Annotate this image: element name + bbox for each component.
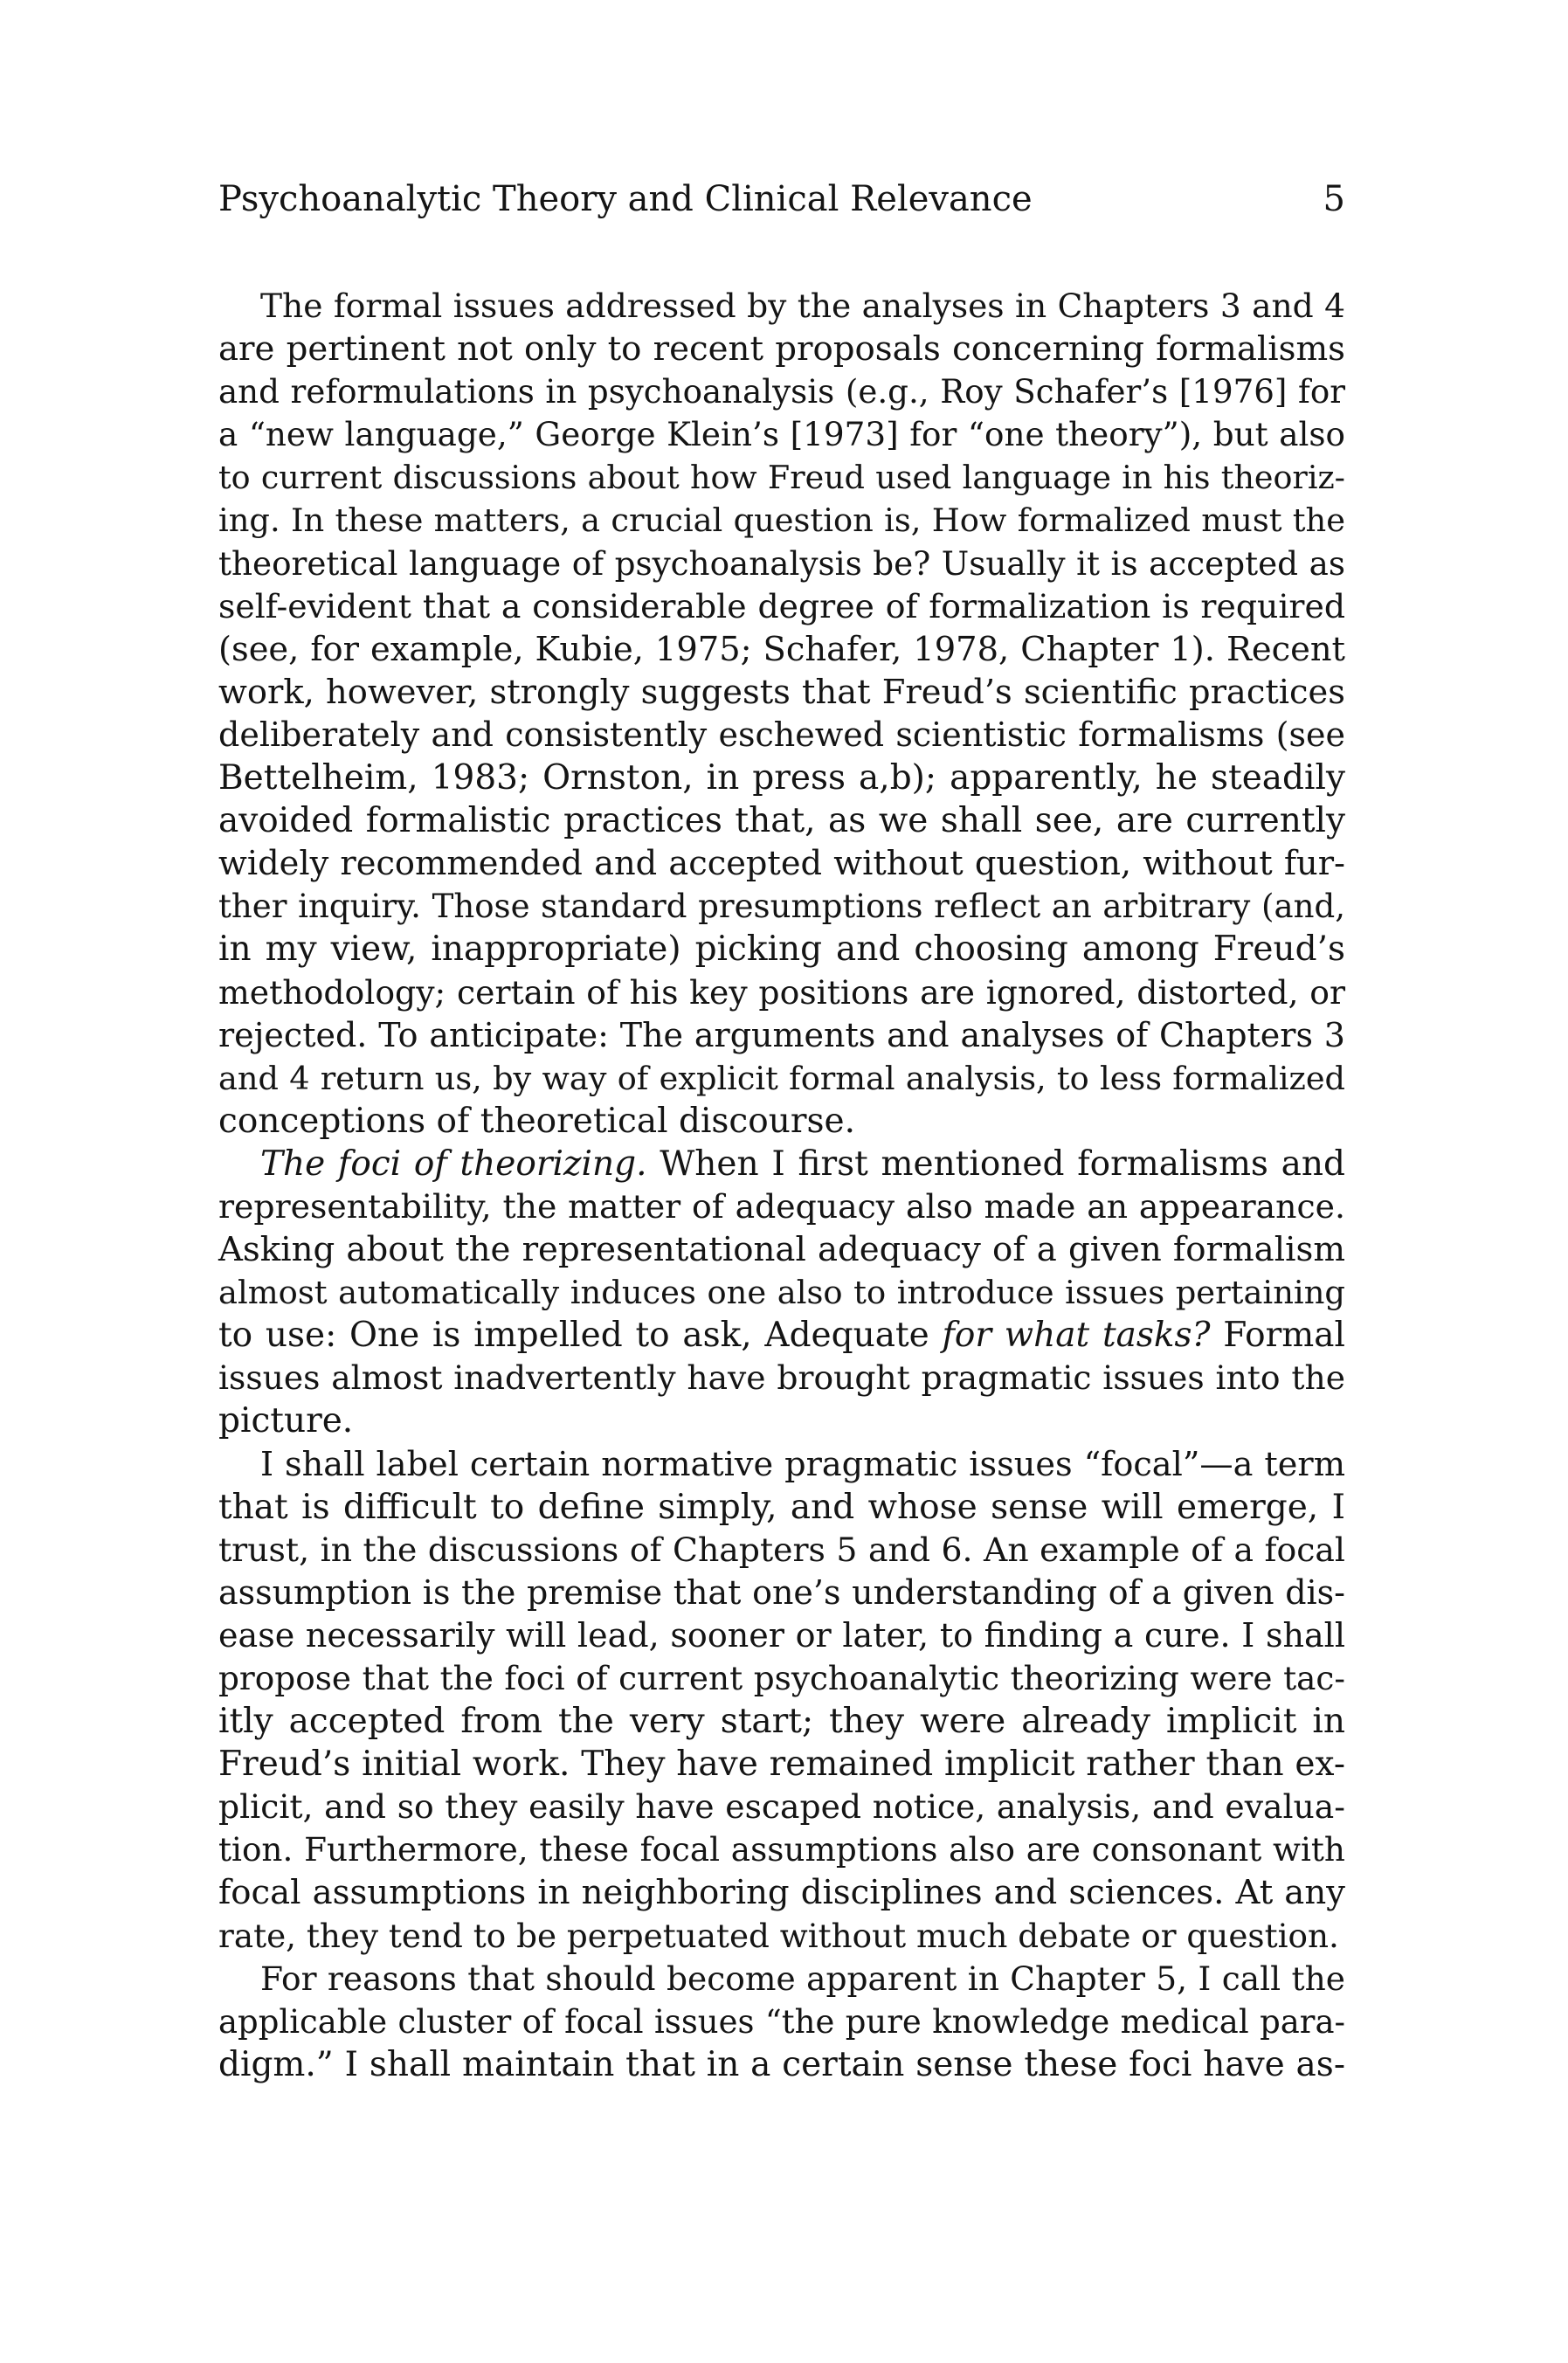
text-line: and reformulations in psychoanalysis (e.g., Roy Schafer’s [1976] for [218, 372, 1345, 411]
text-line: rate, they tend to be perpetuated without much debate or question. [218, 1916, 1339, 1955]
text-line: widely recommended and accepted without question, without fur- [218, 844, 1345, 884]
page-number: 5 [1323, 179, 1345, 219]
text-line: to current discussions about how Freud used language in his theoriz- [218, 459, 1345, 497]
text-line: assumption is the premise that one’s understanding of a given dis- [218, 1572, 1345, 1612]
text-line: self-evident that a considerable degree of formalization is required [218, 586, 1345, 625]
italic-text: for what tasks? [942, 1316, 1211, 1356]
text-line: issues almost inadvertently have brought pragmatic issues into the [218, 1358, 1345, 1398]
text-line: Freud’s initial work. They have remained implicit rather than ex- [218, 1745, 1345, 1785]
text-segment: Formal [1210, 1316, 1345, 1356]
text-line: digm.” I shall maintain that in a certain sense these foci have as- [218, 2044, 1345, 2084]
body-text [218, 285, 1345, 2086]
text-line: focal assumptions in neighboring disciplines and sciences. At any [218, 1873, 1345, 1913]
text-line: (see, for example, Kubie, 1975; Schafer, 1978, Chapter 1). Recent [218, 629, 1345, 669]
text-line: The formal issues addressed by the analyses in Chapters 3 and 4 [260, 287, 1345, 325]
text-line: work, however, strongly suggests that Freud’s scientific practices [218, 672, 1345, 712]
text-line: a “new language,” George Klein’s [1973] for “one theory”), but also [218, 415, 1345, 454]
text-line: ease necessarily will lead, sooner or later, to finding a cure. I shall [218, 1615, 1345, 1655]
italic-text: The foci of theorizing. [260, 1143, 647, 1184]
text-line: tion. Furthermore, these focal assumptions also are consonant with [218, 1830, 1345, 1869]
text-line: methodology; certain of his key positions are ignored, distorted, or [218, 972, 1345, 1012]
text-line: almost automatically induces one also to introduce issues pertaining [218, 1274, 1345, 1312]
text-line: avoided formalistic practices that, as we shall see, are currently [218, 801, 1345, 841]
text-line: theoretical language of psychoanalysis be? Usually it is accepted as [218, 543, 1345, 583]
text-line: propose that the foci of current psychoanalytic theorizing were tac- [218, 1659, 1345, 1697]
text-line [218, 1314, 1345, 1357]
text-line: conceptions of theoretical discourse. [218, 1101, 856, 1141]
text-line: representability, the matter of adequacy also made an appearance. [218, 1186, 1345, 1226]
text-line: that is difficult to define simply, and whose sense will emerge, I [218, 1487, 1345, 1527]
text-line: ing. In these matters, a crucial question is, How formalized must the [218, 501, 1345, 540]
text-line: ther inquiry. Those standard presumptions reflect an arbitrary (and, [218, 888, 1345, 926]
text-line: deliberately and consistently eschewed scientistic formalisms (see [218, 715, 1345, 754]
text-segment: to use: One is impelled to ask, Adequate [218, 1316, 943, 1356]
text-line: trust, in the discussions of Chapters 5 and 6. An example of a focal [218, 1530, 1345, 1569]
text-line: itly accepted from the very start; they were already implicit in [218, 1702, 1345, 1742]
text-line: in my view, inappropriate) picking and choosing among Freud’s [218, 929, 1345, 970]
text-line [218, 1143, 1345, 1185]
running-title: Psychoanalytic Theory and Clinical Relevance [218, 179, 1033, 219]
text-line: Asking about the representational adequacy of a given formalism [218, 1230, 1345, 1270]
text-line: and 4 return us, by way of explicit formal analysis, to less formalized [218, 1059, 1345, 1097]
text-line: I shall label certain normative pragmatic issues “focal”—a term [260, 1444, 1345, 1484]
text-line: picture. [218, 1401, 354, 1441]
text-line: are pertinent not only to recent proposals concerning formalisms [218, 329, 1345, 370]
text-segment: When I first mentioned formalisms and [646, 1143, 1345, 1184]
text-line: applicable cluster of focal issues “the pure knowledge medical para- [218, 2002, 1345, 2041]
text-line: Bettelheim, 1983; Ornston, in press a,b); apparently, he steadily [218, 758, 1345, 798]
text-line: plicit, and so they easily have escaped notice, analysis, and evalua- [218, 1787, 1345, 1827]
text-line: For reasons that should become apparent in Chapter 5, I call the [260, 1959, 1345, 1998]
text-line: rejected. To anticipate: The arguments and analyses of Chapters 3 [218, 1015, 1345, 1054]
running-head [218, 173, 1345, 225]
